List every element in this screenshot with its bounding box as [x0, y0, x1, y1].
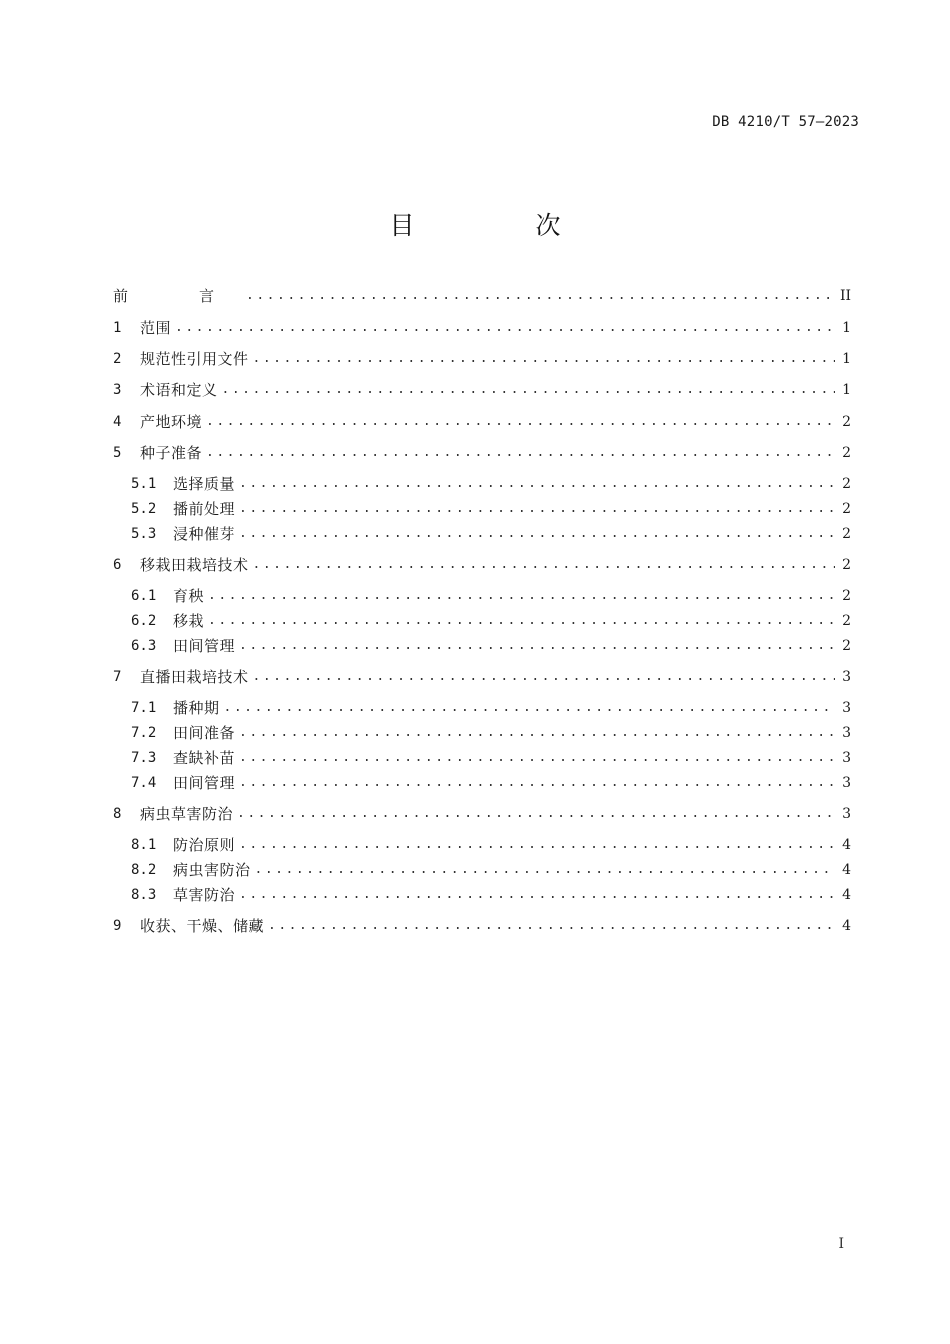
toc-entry-title: 移栽: [173, 612, 205, 630]
toc-entry-title: 前 言: [113, 287, 243, 305]
toc-entry-title: 选择质量: [173, 475, 236, 493]
toc-entry-number: 5.2: [131, 501, 157, 517]
toc-entry-page: 2: [842, 526, 851, 542]
toc-entry-number: 5: [113, 445, 122, 461]
dot-leader: [206, 410, 835, 434]
toc-title: 目 次: [389, 211, 609, 240]
toc-entry-page: 3: [842, 725, 851, 741]
toc-entry-title: 产地环境: [140, 413, 203, 431]
toc-entry-number: 8.3: [131, 887, 157, 903]
dot-leader: [253, 553, 835, 577]
toc-subentry[interactable]: [131, 771, 851, 795]
toc-entry-page: 2: [842, 476, 851, 492]
toc-entry-title: 规范性引用文件: [140, 350, 249, 368]
toc-entry[interactable]: [113, 802, 851, 826]
document-code: DB 4210/T 57—2023: [712, 114, 859, 130]
toc-entry[interactable]: [113, 378, 851, 402]
dot-leader: [206, 441, 835, 465]
toc-subentry[interactable]: [131, 584, 851, 608]
dot-leader: [175, 316, 835, 340]
dot-leader: [239, 497, 835, 521]
toc-subentry[interactable]: [131, 497, 851, 521]
toc-entry-page: 2: [842, 414, 851, 430]
toc-entry-number: 8.1: [131, 837, 157, 853]
page-number: I: [838, 1236, 844, 1252]
toc-entry-number: 2: [113, 351, 122, 367]
toc-entry[interactable]: [113, 347, 851, 371]
toc-subentry[interactable]: [131, 696, 851, 720]
toc-entry-title: 防治原则: [173, 836, 236, 854]
toc-entry-page: 2: [842, 557, 851, 573]
toc-entry-page: 4: [842, 862, 851, 878]
toc-entry-title: 查缺补苗: [173, 749, 236, 767]
toc-entry-title: 收获、干燥、储藏: [140, 917, 265, 935]
toc-entry-title: 病虫害防治: [173, 861, 251, 879]
toc-entry-number: 8: [113, 806, 122, 822]
toc-entry-page: 3: [842, 806, 851, 822]
dot-leader: [208, 609, 835, 633]
toc-entry-number: 9: [113, 918, 122, 934]
toc-entry-page: 2: [842, 445, 851, 461]
toc-subentry[interactable]: [131, 721, 851, 745]
toc-entry-page: 2: [842, 638, 851, 654]
toc-entry-number: 3: [113, 382, 122, 398]
dot-leader: [239, 634, 835, 658]
toc-entry-page: 4: [842, 837, 851, 853]
dot-leader: [239, 721, 835, 745]
toc-entry-number: 7: [113, 669, 122, 685]
dot-leader: [222, 378, 835, 402]
toc-subentry[interactable]: [131, 634, 851, 658]
toc-entry-number: 7.3: [131, 750, 157, 766]
toc-entry-page: 4: [842, 918, 851, 934]
dot-leader: [268, 914, 835, 938]
dot-leader: [246, 284, 835, 308]
toc-entry-page: 2: [842, 501, 851, 517]
toc-subentry[interactable]: [131, 883, 851, 907]
toc-entry-number: 6.2: [131, 613, 157, 629]
dot-leader: [239, 833, 835, 857]
toc-entry[interactable]: [113, 410, 851, 434]
toc-entry[interactable]: [113, 914, 851, 938]
dot-leader: [239, 472, 835, 496]
toc-subentry[interactable]: [131, 746, 851, 770]
dot-leader: [255, 858, 835, 882]
toc-entry-title: 播种期: [173, 699, 220, 717]
toc-entry-number: 7.2: [131, 725, 157, 741]
toc-subentry[interactable]: [131, 472, 851, 496]
toc-entry-title: 移栽田栽培技术: [140, 556, 249, 574]
toc-entry-page: II: [839, 288, 851, 304]
toc-entry-number: 8.2: [131, 862, 157, 878]
toc-entry-number: 7.4: [131, 775, 157, 791]
toc-entry-title: 草害防治: [173, 886, 236, 904]
toc-entry-number: 5.3: [131, 526, 157, 542]
toc-entry[interactable]: [113, 316, 851, 340]
toc-entry-title: 田间准备: [173, 724, 236, 742]
dot-leader: [253, 347, 835, 371]
toc-subentry[interactable]: [131, 522, 851, 546]
toc-entry-page: 4: [842, 887, 851, 903]
dot-leader: [239, 771, 835, 795]
toc-entry-title: 病虫草害防治: [140, 805, 234, 823]
toc-subentry[interactable]: [131, 609, 851, 633]
toc-entry-page: 3: [842, 750, 851, 766]
dot-leader: [239, 522, 835, 546]
toc-entry-page: 1: [842, 320, 851, 336]
toc-entry-number: 6.1: [131, 588, 157, 604]
toc-entry-title: 术语和定义: [140, 381, 218, 399]
toc-entry-title: 田间管理: [173, 774, 236, 792]
toc-entry-page: 2: [842, 588, 851, 604]
toc-entry[interactable]: [113, 553, 851, 577]
dot-leader: [239, 883, 835, 907]
toc-entry-number: 1: [113, 320, 122, 336]
dot-leader: [224, 696, 835, 720]
toc-entry-number: 7.1: [131, 700, 157, 716]
toc-entry-page: 3: [842, 700, 851, 716]
toc-entry[interactable]: [113, 441, 851, 465]
dot-leader: [237, 802, 835, 826]
toc-entry-title: 播前处理: [173, 500, 236, 518]
toc-entry-title: 种子准备: [140, 444, 203, 462]
toc-entry-number: 6.3: [131, 638, 157, 654]
toc-entry[interactable]: [113, 665, 851, 689]
toc-entry-title: 田间管理: [173, 637, 236, 655]
toc-entry-title: 范围: [140, 319, 172, 337]
dot-leader: [208, 584, 835, 608]
dot-leader: [239, 746, 835, 770]
toc-entry-title: 浸种催芽: [173, 525, 236, 543]
toc-entry-number: 6: [113, 557, 122, 573]
toc-entry-number: 4: [113, 414, 122, 430]
toc-entry-number: 5.1: [131, 476, 157, 492]
toc-entry-page: 3: [842, 669, 851, 685]
toc-subentry[interactable]: [131, 858, 851, 882]
toc-entry-page: 1: [842, 351, 851, 367]
toc-entry[interactable]: [113, 284, 851, 308]
toc-entry-title: 直播田栽培技术: [140, 668, 249, 686]
toc-entry-title: 育秧: [173, 587, 205, 605]
toc-subentry[interactable]: [131, 833, 851, 857]
toc-entry-page: 1: [842, 382, 851, 398]
dot-leader: [253, 665, 835, 689]
toc-entry-page: 3: [842, 775, 851, 791]
toc-entry-page: 2: [842, 613, 851, 629]
